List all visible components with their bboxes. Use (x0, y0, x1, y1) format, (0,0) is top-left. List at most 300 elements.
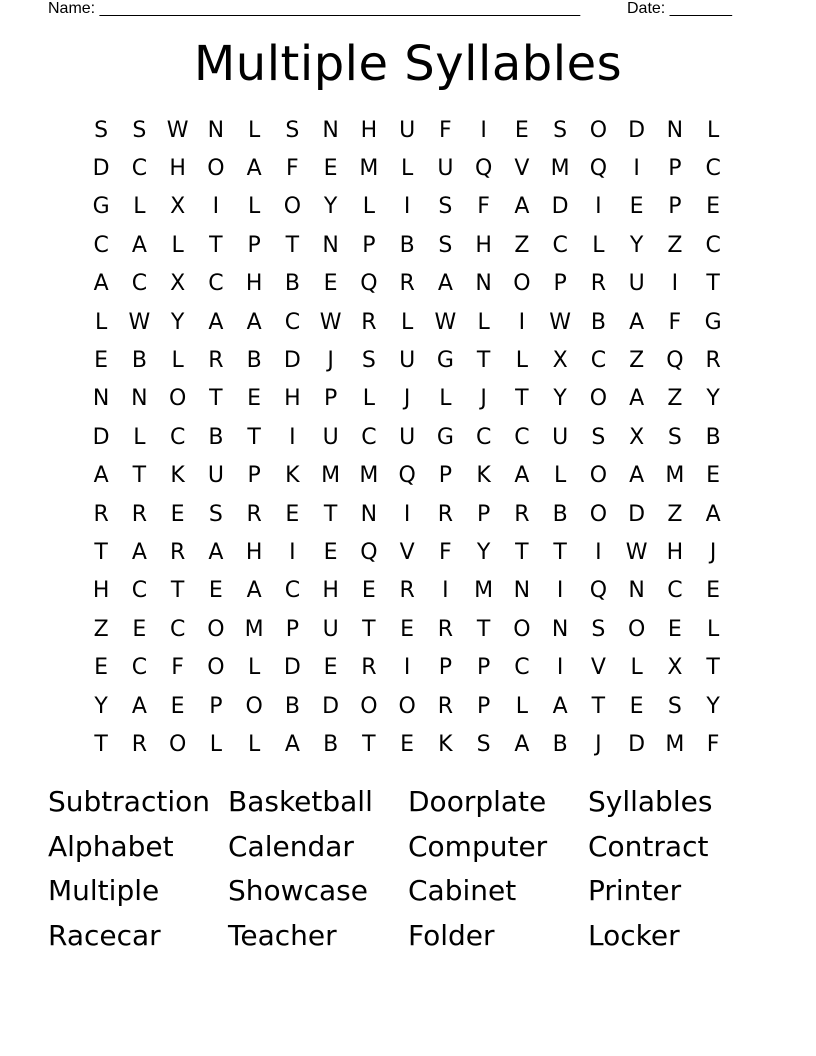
grid-letter: C (208, 271, 224, 297)
grid-letter: C (667, 578, 683, 604)
grid-letter: D (628, 501, 646, 527)
grid-letter: B (284, 271, 300, 297)
grid-letter: I (212, 194, 220, 220)
grid-letter: L (477, 309, 490, 335)
grid-letter: F (477, 194, 490, 220)
grid-letter: I (403, 501, 411, 527)
grid-letter: T (209, 386, 223, 412)
grid-letter: U (552, 424, 569, 450)
grid-letter: R (246, 501, 262, 527)
grid-letter: I (289, 539, 296, 565)
grid-letter: L (515, 693, 528, 719)
grid-letter: I (595, 539, 602, 565)
grid-letter: R (131, 731, 148, 757)
grid-letter: Q (360, 271, 378, 297)
grid-letter: L (133, 194, 146, 220)
grid-letter: O (168, 731, 187, 757)
grid-letter: B (208, 424, 224, 450)
word-list-item: Printer (588, 874, 682, 907)
grid-letter: C (705, 156, 721, 182)
grid-letter: Q (360, 539, 378, 565)
grid-letter: G (436, 348, 454, 374)
word-list-item: Folder (408, 918, 495, 952)
grid-letter: A (629, 309, 645, 335)
grid-letter: A (246, 156, 262, 182)
grid-letter: T (209, 232, 223, 258)
grid-letter: L (247, 194, 261, 220)
grid-letter: P (209, 693, 223, 719)
grid-letter: X (552, 348, 568, 374)
grid-letter: L (706, 616, 720, 642)
grid-letter: U (322, 616, 339, 642)
grid-letter: C (514, 424, 530, 450)
grid-letter: H (169, 156, 186, 182)
grid-letter: Z (667, 232, 683, 258)
grid-letter: E (706, 194, 721, 220)
grid-letter: L (400, 309, 414, 335)
grid-letter: F (286, 156, 299, 182)
letter-grid (82, 111, 732, 764)
grid-letter: E (514, 117, 529, 143)
word-list-item: Subtraction (48, 785, 210, 818)
grid-letter: C (93, 232, 109, 258)
grid-letter: H (245, 271, 263, 297)
grid-letter: J (595, 731, 602, 757)
grid-letter: G (436, 424, 454, 450)
grid-letter: U (437, 156, 454, 182)
grid-letter: D (92, 156, 110, 182)
grid-letter: X (629, 424, 645, 450)
grid-letter: A (208, 539, 224, 565)
grid-letter: O (283, 194, 302, 220)
grid-letter: P (323, 386, 338, 412)
grid-letter: T (94, 731, 108, 757)
grid-letter: L (247, 731, 261, 757)
grid-letter: D (283, 348, 301, 374)
grid-letter: N (475, 271, 492, 297)
grid-letter: S (438, 194, 453, 220)
grid-letter: B (284, 693, 300, 719)
grid-letter: T (94, 539, 108, 565)
grid-letter: Q (589, 578, 608, 604)
grid-letter: B (552, 731, 568, 757)
grid-letter: J (709, 539, 717, 565)
grid-letter: Y (553, 386, 567, 412)
grid-letter: A (629, 386, 645, 412)
grid-letter: H (475, 232, 492, 258)
grid-letter: H (245, 539, 263, 565)
grid-letter: H (666, 539, 684, 565)
grid-letter: P (438, 655, 453, 681)
grid-letter: N (322, 232, 339, 258)
grid-letter: A (131, 539, 147, 565)
word-list-item: Computer (408, 829, 548, 863)
word-list-item: Alphabet (48, 829, 174, 863)
grid-letter: L (247, 117, 261, 143)
word-list-item: Multiple (48, 874, 160, 907)
grid-letter: C (131, 271, 148, 297)
grid-letter: R (399, 271, 415, 297)
grid-letter: R (705, 348, 721, 374)
grid-letter: A (705, 501, 721, 527)
grid-letter: E (706, 463, 721, 489)
grid-letter: E (361, 578, 376, 604)
grid-letter: O (513, 271, 531, 297)
grid-letter: N (322, 117, 339, 143)
grid-letter: R (437, 693, 454, 719)
grid-letter: Z (514, 232, 530, 258)
grid-letter: A (552, 693, 568, 719)
grid-letter: Y (94, 693, 108, 719)
word-list-item: Basketball (228, 785, 373, 818)
grid-letter: H (92, 578, 110, 604)
grid-letter: H (322, 578, 339, 604)
grid-letter: C (169, 616, 186, 642)
grid-letter: S (591, 616, 606, 642)
grid-letter: N (360, 501, 378, 527)
grid-letter: O (589, 501, 608, 527)
grid-letter: A (514, 731, 530, 757)
grid-letter: R (437, 501, 454, 527)
word-list-item: Racecar (48, 918, 161, 952)
grid-letter: L (630, 655, 643, 681)
grid-letter: M (550, 156, 570, 182)
grid-letter: K (476, 463, 491, 489)
grid-letter: S (591, 424, 606, 450)
grid-letter: P (476, 501, 491, 527)
grid-letter: F (668, 309, 682, 335)
grid-letter: D (551, 194, 569, 220)
grid-letter: T (323, 501, 338, 527)
grid-letter: E (667, 616, 682, 642)
grid-letter: P (476, 655, 491, 681)
grid-letter: I (480, 117, 487, 143)
grid-letter: Y (170, 309, 185, 335)
grid-letter: P (247, 232, 261, 258)
grid-letter: E (247, 386, 262, 412)
grid-letter: G (704, 309, 722, 335)
grid-letter: Z (629, 348, 645, 374)
grid-letter: M (665, 731, 685, 757)
grid-letter: E (285, 501, 300, 527)
grid-letter: V (590, 655, 606, 681)
grid-letter: I (556, 578, 564, 604)
grid-letter: R (437, 616, 454, 642)
grid-letter: C (131, 655, 148, 681)
grid-letter: I (595, 194, 602, 220)
grid-letter: L (94, 309, 108, 335)
word-list (48, 780, 768, 958)
grid-letter: M (359, 156, 379, 182)
grid-letter: N (513, 578, 531, 604)
grid-letter: E (323, 539, 338, 565)
grid-letter: E (400, 731, 415, 757)
grid-letter: S (667, 693, 682, 719)
grid-letter: E (170, 501, 185, 527)
word-list-item: Locker (588, 918, 680, 952)
grid-letter: X (170, 271, 186, 297)
grid-letter: W (166, 117, 189, 143)
grid-letter: E (706, 578, 721, 604)
grid-letter: O (627, 616, 646, 642)
grid-letter: R (514, 501, 530, 527)
grid-letter: T (362, 731, 376, 757)
grid-letter: A (93, 463, 109, 489)
grid-letter: E (629, 693, 644, 719)
grid-letter: R (93, 501, 109, 527)
grid-letter: D (92, 424, 110, 450)
grid-letter: Z (667, 501, 683, 527)
grid-letter: K (438, 731, 453, 757)
grid-letter: O (245, 693, 263, 719)
grid-letter: X (667, 655, 683, 681)
grid-letter: C (169, 424, 186, 450)
grid-letter: U (399, 424, 416, 450)
grid-letter: X (170, 194, 186, 220)
grid-letter: S (208, 501, 223, 527)
grid-letter: K (170, 463, 185, 489)
grid-letter: E (323, 156, 338, 182)
grid-letter: O (589, 463, 608, 489)
grid-letter: U (628, 271, 645, 297)
grid-letter: O (589, 117, 608, 143)
grid-letter: T (515, 386, 529, 412)
grid-letter: F (171, 655, 184, 681)
grid-letter: N (131, 386, 148, 412)
grid-letter: B (552, 501, 568, 527)
word-list-item: Contract (588, 829, 709, 863)
grid-letter: S (361, 348, 376, 374)
grid-letter: U (207, 463, 224, 489)
word-list-item: Calendar (228, 829, 354, 863)
grid-letter: F (439, 539, 452, 565)
grid-letter: H (360, 117, 378, 143)
grid-letter: A (514, 194, 530, 220)
grid-letter: T (285, 232, 300, 258)
grid-letter: N (92, 386, 110, 412)
grid-letter: O (398, 693, 416, 719)
grid-letter: A (93, 271, 109, 297)
grid-letter: L (439, 386, 452, 412)
grid-letter: I (556, 655, 564, 681)
grid-letter: B (131, 348, 147, 374)
grid-letter: A (629, 463, 645, 489)
grid-letter: M (321, 463, 341, 489)
grid-letter: I (403, 655, 411, 681)
grid-letter: O (207, 156, 225, 182)
grid-letter: F (706, 731, 720, 757)
grid-letter: R (208, 348, 224, 374)
grid-letter: P (438, 463, 453, 489)
grid-letter: T (706, 655, 720, 681)
grid-letter: E (94, 655, 109, 681)
grid-letter: H (284, 386, 301, 412)
grid-letter: B (705, 424, 721, 450)
grid-letter: J (403, 386, 411, 412)
grid-letter: E (629, 194, 644, 220)
grid-letter: B (590, 309, 606, 335)
grid-letter: O (513, 616, 531, 642)
grid-letter: P (362, 232, 376, 258)
grid-letter: E (132, 616, 147, 642)
grid-letter: T (553, 539, 567, 565)
grid-letter: A (246, 309, 262, 335)
grid-letter: Y (476, 539, 491, 565)
grid-letter: D (628, 117, 646, 143)
grid-letter: R (361, 309, 377, 335)
grid-letter: C (131, 156, 148, 182)
grid-letter: L (171, 348, 184, 374)
grid-letter: K (285, 463, 300, 489)
grid-letter: R (169, 539, 186, 565)
grid-letter: A (514, 463, 530, 489)
grid-letter: C (361, 424, 377, 450)
grid-letter: W (128, 309, 151, 335)
word-list-item: Teacher (228, 918, 337, 952)
grid-letter: C (514, 655, 530, 681)
grid-letter: A (131, 693, 147, 719)
grid-letter: L (209, 731, 222, 757)
grid-letter: A (208, 309, 224, 335)
grid-letter: W (434, 309, 457, 335)
grid-letter: R (590, 271, 607, 297)
grid-letter: E (170, 693, 185, 719)
grid-letter: G (92, 194, 110, 220)
grid-letter: S (285, 117, 300, 143)
grid-letter: O (589, 386, 608, 412)
grid-letter: P (668, 156, 682, 182)
grid-letter: S (132, 117, 147, 143)
grid-letter: U (399, 117, 416, 143)
grid-letter: O (207, 655, 225, 681)
grid-letter: I (518, 309, 526, 335)
grid-letter: S (476, 731, 491, 757)
grid-letter: Q (666, 348, 684, 374)
grid-letter: T (706, 271, 720, 297)
grid-letter: O (360, 693, 378, 719)
grid-letter: I (633, 156, 640, 182)
grid-letter: P (476, 693, 491, 719)
grid-letter: P (553, 271, 567, 297)
grid-letter: W (625, 539, 648, 565)
grid-letter: Y (706, 693, 720, 719)
grid-letter: I (289, 424, 296, 450)
grid-letter: F (439, 117, 452, 143)
grid-letter: C (552, 232, 568, 258)
grid-letter: T (362, 616, 376, 642)
grid-letter: Q (398, 463, 416, 489)
grid-letter: P (285, 616, 300, 642)
grid-letter: V (514, 156, 530, 182)
grid-letter: L (553, 463, 567, 489)
grid-letter: T (170, 578, 185, 604)
grid-letter: N (666, 117, 684, 143)
grid-letter: M (244, 616, 264, 642)
grid-letter: U (322, 424, 339, 450)
grid-letter: Y (323, 194, 338, 220)
grid-letter: R (361, 655, 377, 681)
grid-letter: M (474, 578, 494, 604)
grid-letter: P (668, 194, 682, 220)
word-list-item: Syllables (588, 785, 713, 818)
grid-letter: I (671, 271, 679, 297)
grid-letter: L (515, 348, 528, 374)
grid-letter: E (323, 655, 338, 681)
grid-letter: Z (93, 616, 109, 642)
grid-letter: Y (706, 386, 720, 412)
grid-letter: P (247, 463, 261, 489)
grid-letter: Q (474, 156, 493, 182)
grid-letter: C (590, 348, 607, 374)
grid-letter: D (283, 655, 301, 681)
grid-letter: L (706, 117, 720, 143)
grid-letter: T (247, 424, 261, 450)
grid-letter: E (208, 578, 223, 604)
grid-letter: B (399, 232, 415, 258)
grid-letter: T (515, 539, 529, 565)
grid-letter: M (359, 463, 379, 489)
grid-letter: Q (589, 156, 608, 182)
grid-letter: L (362, 386, 375, 412)
grid-letter: J (480, 386, 487, 412)
grid-letter: L (171, 232, 184, 258)
grid-letter: T (476, 616, 491, 642)
word-list-item: Doorplate (408, 785, 547, 818)
grid-letter: S (553, 117, 568, 143)
grid-letter: T (476, 348, 491, 374)
grid-letter: A (246, 578, 262, 604)
grid-letter: B (246, 348, 262, 374)
grid-letter: L (362, 194, 375, 220)
grid-letter: A (131, 232, 147, 258)
grid-letter: I (442, 578, 449, 604)
grid-letter: N (551, 616, 569, 642)
grid-letter: Y (629, 232, 644, 258)
grid-letter: L (247, 655, 261, 681)
grid-letter: V (399, 539, 415, 565)
grid-letter: L (133, 424, 146, 450)
grid-letter: E (400, 616, 415, 642)
grid-letter: N (207, 117, 225, 143)
grid-letter: C (475, 424, 492, 450)
grid-letter: W (319, 309, 342, 335)
grid-letter: S (94, 117, 109, 143)
grid-letter: C (131, 578, 148, 604)
grid-letter: L (592, 232, 605, 258)
grid-letter: O (168, 386, 187, 412)
grid-letter: A (437, 271, 453, 297)
grid-letter: S (667, 424, 682, 450)
grid-letter: D (322, 693, 340, 719)
grid-letter: Z (667, 386, 683, 412)
grid-letter: S (438, 232, 453, 258)
grid-letter: T (132, 463, 147, 489)
grid-letter: A (284, 731, 300, 757)
grid-letter: J (327, 348, 334, 374)
name-field: Name: ______________________________________________________ (48, 0, 581, 17)
grid-letter: O (207, 616, 225, 642)
grid-letter: C (284, 578, 301, 604)
word-list-item: Showcase (228, 874, 368, 907)
grid-letter: E (323, 271, 338, 297)
grid-letter: M (665, 463, 685, 489)
grid-letter: C (705, 232, 721, 258)
word-list-item: Cabinet (408, 874, 517, 907)
grid-letter: U (399, 348, 416, 374)
grid-letter: T (591, 693, 606, 719)
grid-letter: R (131, 501, 148, 527)
date-field: Date: _______ (627, 0, 732, 17)
